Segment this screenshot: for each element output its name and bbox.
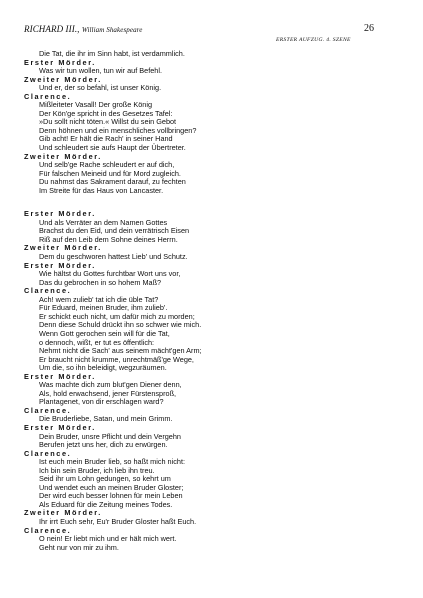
running-title [24,24,142,34]
speaker-name: Zweiter Mörder. [24,243,102,253]
verse-line: Dem du geschworen hattest Lieb' und Schutz. [39,252,188,262]
verse-line: Für Eduard, meinen Bruder, ihm zulieb'. [39,303,168,313]
verse-line: Geht nur von mir zu ihm. [39,542,119,552]
verse-line: Was wir tun wollen, tun wir auf Befehl. [39,66,163,76]
verse-line: Der wird euch besser lohnen für mein Leben [39,491,183,501]
verse-line: Ihr irrt Euch sehr, Eu'r Bruder Gloster haßt Euch. [39,516,197,526]
speaker-name: Clarence. [24,448,72,458]
speaker-name: Clarence. [24,91,72,101]
verse-line: Ich bin sein Bruder, ich lieb ihn treu. [39,465,155,475]
verse-line: »Du sollt nicht töten.« Willst du sein Gebot [39,117,177,127]
verse-line: Gib acht! Er hält die Rach' in seiner Hand [39,134,173,144]
speaker-name: Erster Mörder. [24,209,96,219]
verse-line: Mißleiteter Vasall! Der große König [39,100,153,110]
verse-line: Wenn Gott gerochen sein will für die Tat, [39,328,170,338]
verse-line: Und schleudert sie aufs Haupt der Übertreter. [39,143,186,153]
verse-line: Die Tat, die ihr im Sinn habt, ist verdammlich. [39,49,185,58]
author-name: William Shakespeare [81,26,143,34]
verse-line: Berufen jetzt uns her, dich zu erwürgen. [39,440,168,450]
verse-line: Als Eduard für die Zeitung meines Todes. [39,499,173,509]
verse-line: O nein! Er liebt mich und er hält mich wert. [39,534,177,544]
verse-line: Er schickt euch nicht, um dafür mich zu morden; [39,311,195,321]
verse-line: Riß auf den Leib dem Sohne deines Herrn. [39,234,178,244]
verse-line: o dennoch, wißt, er tut es öffentlich: [39,337,155,347]
speaker-name: Erster Mörder. [24,371,96,381]
page-number: 26 [364,23,374,34]
speaker-name: Clarence. [24,405,72,415]
verse-line: Für falschen Meineid und für Mord zugleich. [39,168,181,178]
verse-line: Und wendet euch an meinen Bruder Gloster; [39,482,184,492]
verse-line: Seid ihr um Lohn gedungen, so kehrt um [39,474,171,484]
play-text [0,50,423,552]
verse-line: Die Bruderliebe, Satan, und mein Grimm. [39,414,173,424]
speaker-name: Zweiter Mörder. [24,151,102,161]
verse-line: Um die, so ihn beleidigt, wegzuräumen. [39,363,167,373]
speaker-name: Zweiter Mörder. [24,74,102,84]
verse-line: Als, hold erwachsend, jener Fürstensproß, [39,388,177,398]
verse-line: Denn höhnen und ein menschliches vollbringen? [39,125,197,135]
verse-line: Und als Verräter an dem Namen Gottes [39,217,168,227]
verse-line: Er braucht nicht krumme, unrechtmäß'ge Wege, [39,354,194,364]
verse-line: Der Kön'ge spricht in des Gesetzes Tafel: [39,108,173,118]
verse-line: Und er, der so befahl, ist unser König. [39,83,162,93]
speaker-name: Erster Mörder. [24,260,96,270]
verse-line: Was machte dich zum blut'gen Diener denn, [39,380,182,390]
speaker-name: Zweiter Mörder. [24,508,102,518]
verse-line: Im Streite für das Haus von Lancaster. [39,185,164,195]
speaker-name: Erster Mörder. [24,57,96,67]
verse-line: Plantagenet, von dir erschlagen ward? [39,397,164,407]
verse-line: Brachst du den Eid, und dein verrätrisch Eisen [39,226,190,236]
verse-line: Und selb'ge Rache schleudert er auf dich, [39,160,175,170]
verse-line: Wie hältst du Gottes furchtbar Wort uns vor, [39,269,181,279]
speaker-name: Clarence. [24,525,72,535]
stanza-gap [0,195,423,210]
verse-line: Ach! wem zulieb' tat ich die üble Tat? [39,294,159,304]
play-title: RICHARD III., [24,24,80,34]
verse-line: Dein Bruder, unsre Pflicht und dein Vergehn [39,431,181,441]
verse-line: Das du gebrochen in so hohem Maß? [39,277,162,287]
speaker-name: Clarence. [24,286,72,296]
verse-line: Du nahmst das Sakrament darauf, zu fechten [39,177,186,187]
scene-heading: ERSTER AUFZUG. 4. SZENE [276,37,351,43]
verse-line: Ist euch mein Bruder lieb, so haßt mich nicht: [39,457,186,467]
verse-line: Denn diese Schuld drückt ihn so schwer wie mich. [39,320,202,330]
speaker-name: Erster Mörder. [24,422,96,432]
verse-line: Nehmt nicht die Sach' aus seinem mächt'gen Arm; [39,346,202,356]
